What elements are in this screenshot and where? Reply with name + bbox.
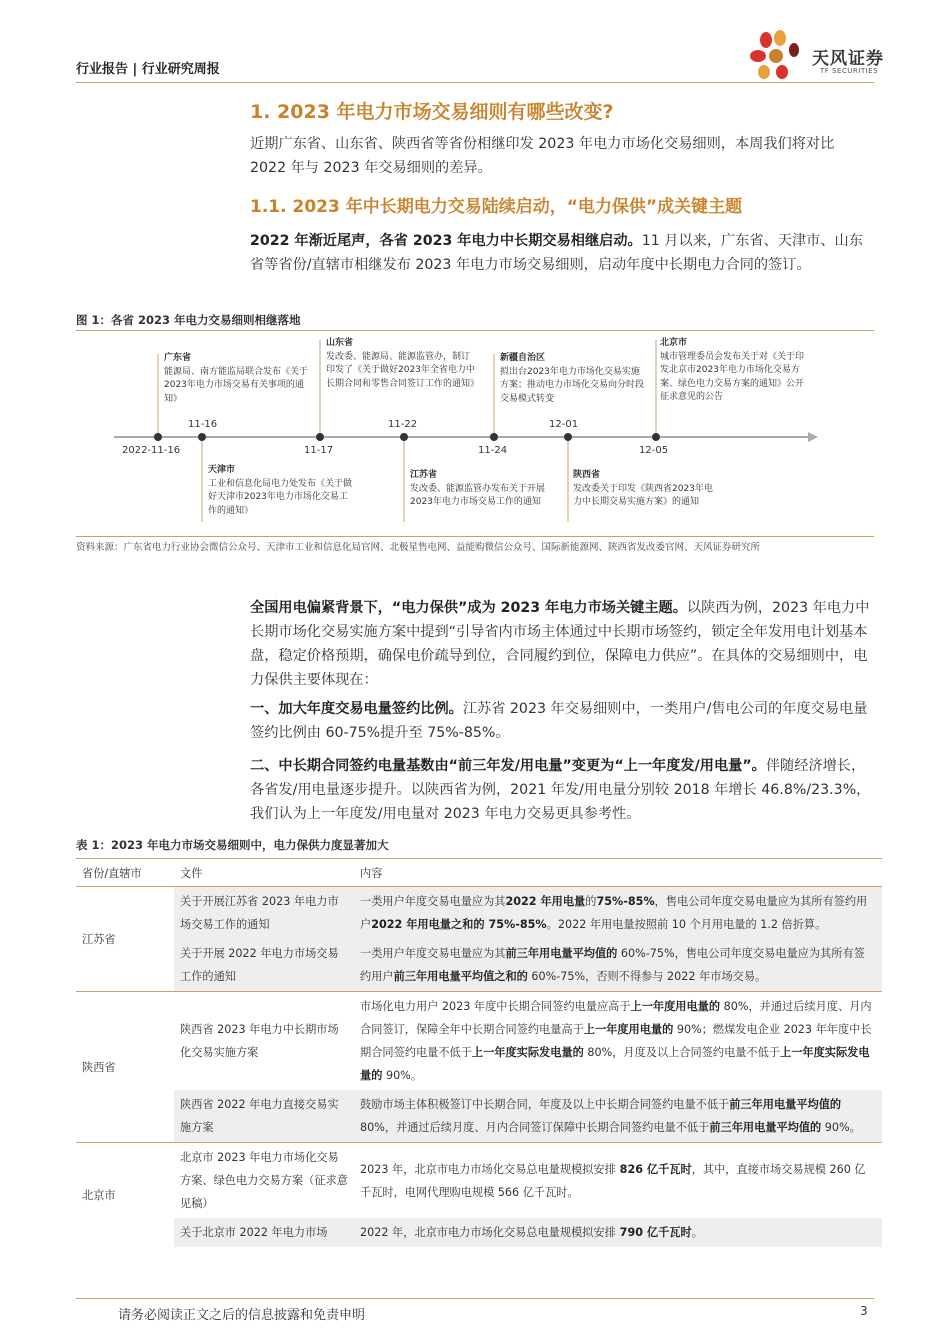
province-cell: 陕西省 — [76, 992, 174, 1143]
province-cell: 北京市 — [82, 1188, 116, 1202]
event-title: 广东省 — [164, 353, 192, 363]
paragraph-1-lead: 2022 年渐近尾声，各省 2023 年电力中长期交易相继启动。 — [250, 233, 642, 249]
content-cell: 一类用户年度交易电量应为其2022 年用电量的75%-85%，售电公司年度交易电量应为其所有签约用户2022 年用电量之和的 75%-85%。2022 年用电量按照前 10 个月用电量的 1.2 倍折算。 — [354, 887, 882, 940]
table-row — [76, 939, 882, 992]
section-title: 1. 2023 年电力市场交易细则有哪些改变? — [250, 101, 614, 123]
paragraph-1 — [250, 229, 872, 277]
paragraph-4-body: 伴随经济增长，各省发/用电量逐步提升。以陕西省为例，2021 年发/用电量分别较 2018 年增长 46.8%/23.3%，我们认为上一年度发/用电量对 2023 年电力交易更具参考性。 — [250, 758, 871, 822]
table-row — [76, 887, 882, 940]
document-cell: 陕西省 2023 年电力中长期市场化交易实施方案 — [180, 1023, 339, 1059]
timeline-event-tianjin — [208, 464, 354, 518]
event-text: 发改委、能源局、能源监管办，制订印发了《关于做好2023年全省电力中长期合同和零售合同签订工作的通知》 — [326, 351, 480, 389]
table-row — [76, 1218, 882, 1247]
timeline-event-jiangsu — [410, 469, 556, 510]
timeline-date: 2022-11-16 — [122, 445, 181, 456]
timeline-date: 12-01 — [549, 419, 579, 430]
table-header: 内容 — [354, 859, 882, 887]
company-logo-icon — [748, 30, 810, 82]
timeline-event-guangdong — [164, 352, 312, 406]
table-row — [76, 1143, 882, 1219]
timeline-event-beijing — [660, 337, 810, 405]
content-cell: 2023 年，北京市电力市场化交易总电量规模拟安排 826 亿千瓦时，其中，直接市场交易规模 260 亿千瓦时，电网代理购电规模 566 亿千瓦时。 — [360, 1162, 866, 1199]
content-cell: 市场化电力用户 2023 年度中长期合同签约电量应高于上一年度用电量的 80%，并通过后续月度、月内合同签订，保障全年中长期合同签约电量高于上一年度用电量的 90%；燃煤发电企业 2023 年年度中长期合同签约电量不低于上一年度实际发电量的 80%，月度及以上合同签约电量不低于上一年度实际发电量的 90%。 — [360, 1000, 872, 1082]
event-text: 城市管理委员会发布关于对《关于印发北京市2023年电力市场化交易方案、绿色电力交易方案的通知》公开征求意见的公告 — [660, 351, 805, 402]
event-title: 新疆自治区 — [500, 353, 546, 363]
table-row — [76, 992, 882, 1091]
table-header: 省份/直辖市 — [76, 859, 174, 887]
content-cell: 一类用户年度交易电量应为其前三年用电量平均值的 60%-75%，售电公司年度交易电量应为其所有签约用户前三年用电量平均值之和的 60%-75%，否则不得参与 2022 年市场交易。 — [354, 939, 882, 992]
table-header: 文件 — [174, 859, 354, 887]
subsection-title: 1.1. 2023 年中长期电力交易陆续启动，“电力保供”成关键主题 — [250, 197, 743, 217]
logo-text: 天风证券 — [812, 49, 884, 69]
document-cell: 关于北京市 2022 年电力市场 — [174, 1218, 354, 1247]
timeline-event-shandong — [326, 337, 480, 391]
paragraph-2 — [250, 596, 872, 692]
event-title: 陕西省 — [573, 470, 601, 480]
table-caption: 表 1：2023 年电力市场交易细则中，电力保供力度显著加大 — [76, 838, 389, 852]
paragraph-4-lead: 二、中长期合同签约电量基数由“前三年发/用电量”变更为“上一年度发/用电量”。 — [250, 758, 766, 774]
paragraph-4 — [250, 754, 872, 826]
footer-disclaimer: 请务必阅读正文之后的信息披露和免责申明 — [118, 1308, 366, 1323]
page-number: 3 — [860, 1304, 868, 1318]
timeline-event-shaanxi — [573, 469, 719, 510]
timeline-event-xinjiang — [500, 352, 648, 406]
event-text: 拟出台2023年电力市场化交易实施方案；推动电力市场化交易向分时段交易模式转变 — [500, 366, 645, 404]
timeline-figure — [76, 332, 876, 537]
event-title: 江苏省 — [410, 470, 438, 480]
figure-caption: 图 1：各省 2023 年电力交易细则相继落地 — [76, 313, 301, 327]
event-text: 发改委、能源监管办发布关于开展2023年电力市场交易工作的通知 — [410, 483, 546, 507]
event-title: 天津市 — [208, 465, 236, 475]
intro-paragraph: 近期广东省、山东省、陕西省等省份相继印发 2023 年电力市场化交易细则，本周我们将对比 2022 年与 2023 年交易细则的差异。 — [250, 136, 835, 176]
province-cell: 江苏省 — [76, 887, 174, 992]
table-row — [76, 1090, 882, 1143]
document-cell: 关于开展江苏省 2023 年电力市场交易工作的通知 — [174, 887, 354, 940]
content-cell: 2022 年，北京市电力市场化交易总电量规模拟安排 790 亿千瓦时。 — [354, 1218, 882, 1247]
breadcrumb: 行业报告 | 行业研究周报 — [76, 62, 220, 77]
figure-top-rule — [76, 330, 874, 331]
timeline-date: 11-17 — [304, 445, 334, 456]
document-cell: 关于开展 2022 年电力市场交易工作的通知 — [174, 939, 354, 992]
figure-source: 资料来源：广东省电力行业协会微信公众号、天津市工业和信息化局官网、北极星售电网、益能购微信公众号、国际新能源网、陕西省发改委官网、天风证券研究所 — [76, 542, 761, 553]
paragraph-1-body: 11 月以来，广东省、天津市、山东省等省份/直辖市相继发布 2023 年电力市场交易细则，启动年度中长期电力合同的签订。 — [250, 233, 863, 273]
paragraph-3-body: 江苏省 2023 年交易细则中，一类用户/售电公司的年度交易电量签约比例由 60-75%提升至 75%-85%。 — [250, 701, 868, 741]
timeline-date: 11-24 — [478, 445, 508, 456]
paragraph-2-body: 以陕西为例，2023 年电力中长期市场化交易实施方案中提到“引导省内市场主体通过中长期市场签约，锁定全年发用电计划基本盘，稳定价格预期，确保电价疏导到位，合同履约到位，保障电力供应”。在具体的交易细则中，电力保供主要体现在： — [250, 600, 870, 688]
document-cell: 陕西省 2022 年电力直接交易实施方案 — [174, 1090, 354, 1143]
event-title: 北京市 — [660, 338, 688, 348]
comparison-table — [76, 858, 882, 1247]
footer-divider — [76, 1298, 874, 1299]
paragraph-3-lead: 一、加大年度交易电量签约比例。 — [250, 701, 463, 717]
paragraph-2-lead: 全国用电偏紧背景下，“电力保供”成为 2023 年电力市场关键主题。 — [250, 600, 687, 616]
content-cell: 鼓励市场主体积极签订中长期合同，年度及以上中长期合同签约电量不低于前三年用电量平均值的 80%，并通过后续月度、月内合同签订保障中长期合同签约电量不低于前三年用电量平均值的 90%。 — [354, 1090, 882, 1143]
table-header-row — [76, 859, 882, 887]
event-text: 能源局、南方能监局联合发布《关于2023年电力市场交易有关事项的通知》 — [164, 366, 309, 404]
timeline-date: 11-16 — [188, 419, 218, 430]
logo-subtext: TF SECURITIES — [820, 67, 879, 75]
event-text: 发改委关于印发《陕西省2023年电力中长期交易实施方案》的通知 — [573, 483, 713, 507]
event-title: 山东省 — [326, 338, 354, 348]
timeline-date: 11-22 — [388, 419, 418, 430]
timeline-date: 12-05 — [639, 445, 669, 456]
paragraph-3 — [250, 697, 872, 745]
header-divider — [76, 82, 874, 83]
document-cell: 北京市 2023 年电力市场化交易方案、绿色电力交易方案（征求意见稿） — [180, 1151, 348, 1210]
event-text: 工业和信息化局电力处发布《关于做好天津市2023年电力市场化交易工作的通知》 — [208, 478, 353, 516]
